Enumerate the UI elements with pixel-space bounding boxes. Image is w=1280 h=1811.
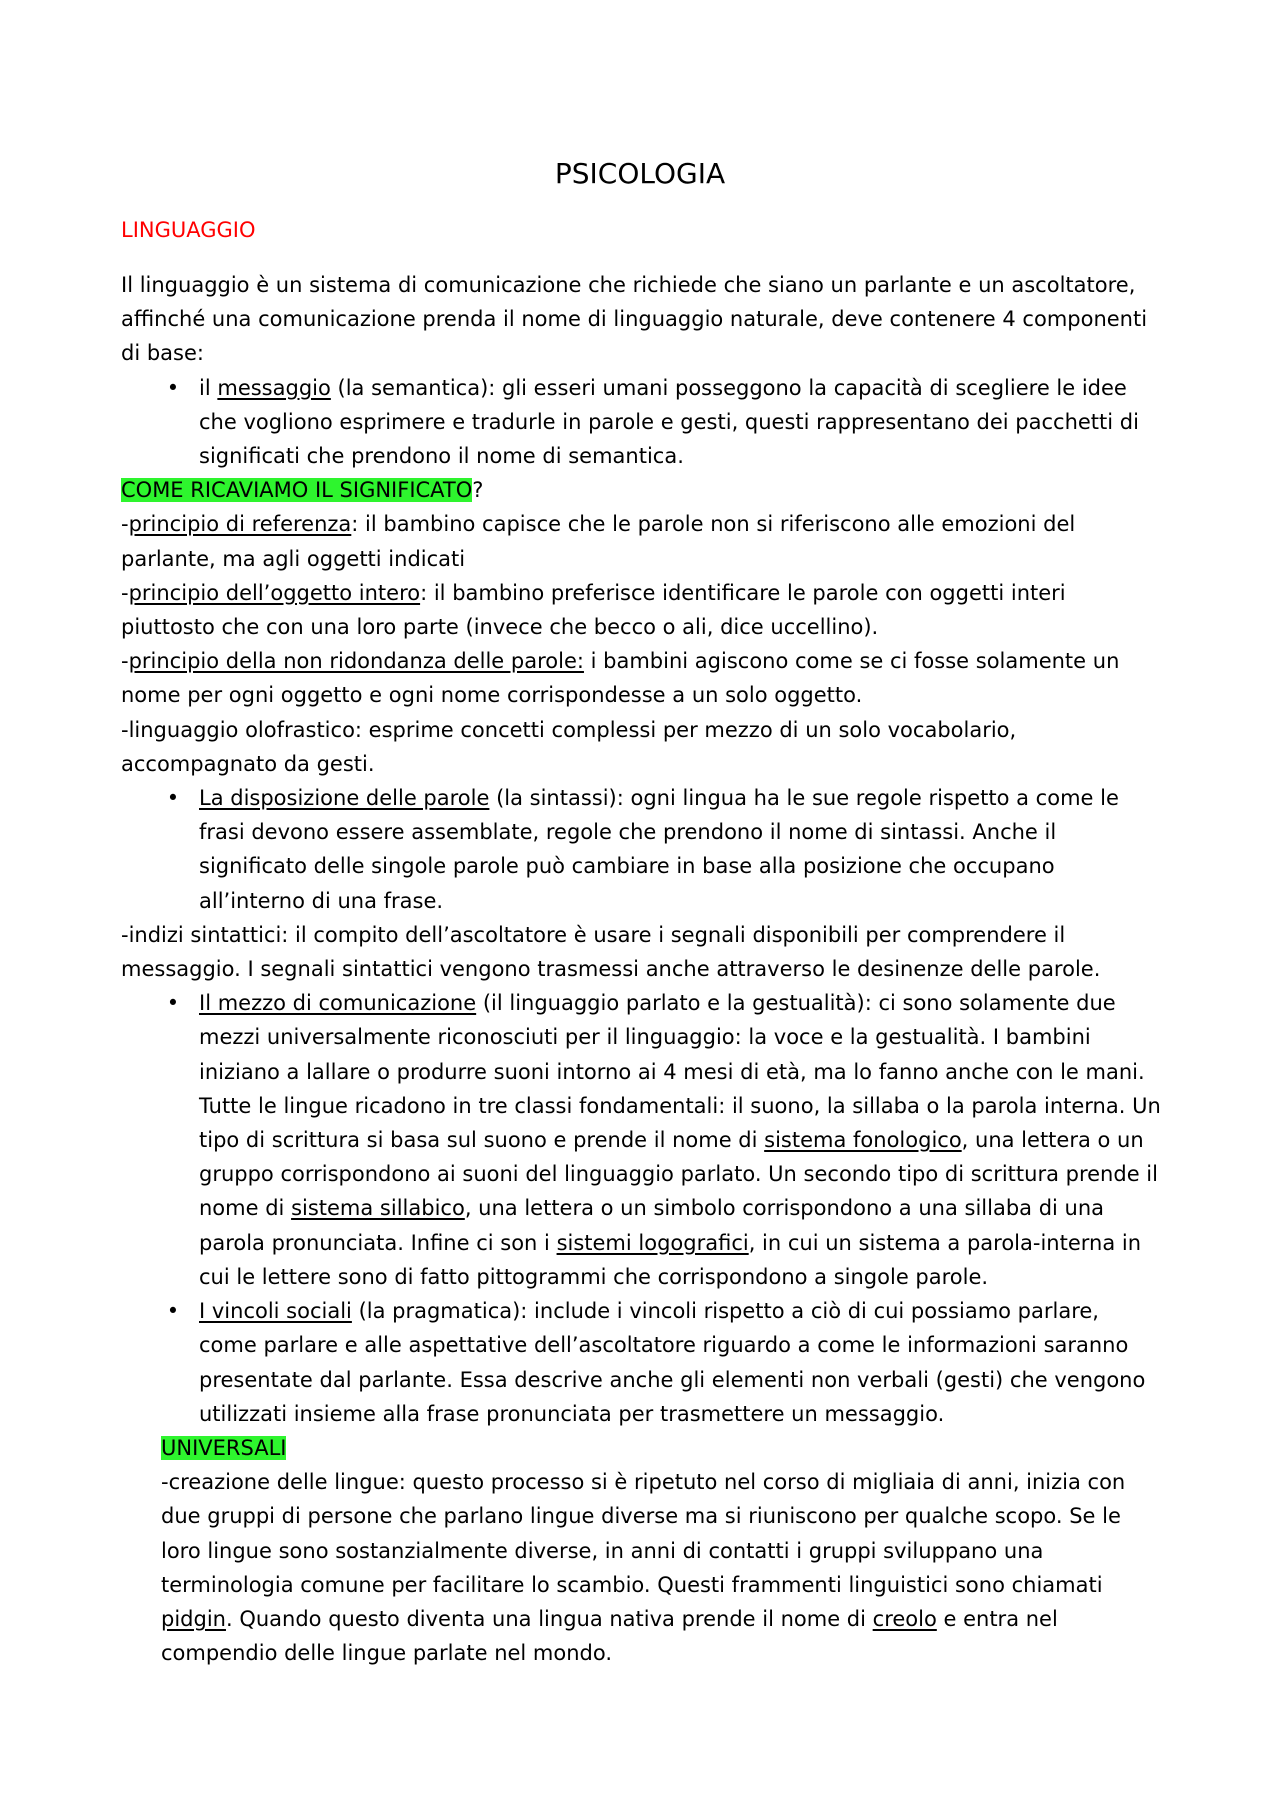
paragraph-oggetto-intero xyxy=(121,576,1161,644)
text-run: : il bambino preferisce identificare le parole con oggetti interi piuttosto che con una loro parte (invece che becco o ali, dice uccellino). xyxy=(121,580,1066,640)
document-title: PSICOLOGIA xyxy=(554,157,726,190)
underlined-term: messaggio xyxy=(217,375,331,400)
bullet-icon: • xyxy=(166,375,180,400)
bullet-item-sintassi xyxy=(121,781,1161,918)
highlighted-heading-universali xyxy=(121,1431,1161,1465)
bullet-list-3 xyxy=(121,986,1161,1431)
bullet-icon: • xyxy=(166,786,180,811)
text-run: (il linguaggio parlato e la gestualità): ci sono solamente due mezzi universalmente riconosciuti per il linguaggio: la voce e la gestualità. I bambini iniziano a lallare o produrre suoni intorno ai 4 mesi di età, ma lo fanno anche con le mani. Tutte le lingue ricadono in tre classi fondamentali: il suono, la sillaba o la parola interna. Un tipo di scrittura si basa sul suono e prende il nome di xyxy=(199,991,1161,1153)
document-body xyxy=(121,268,1161,1670)
underlined-term: principio della non ridondanza delle parole: xyxy=(128,649,584,674)
text-run: . Quando questo diventa una lingua nativa prende il nome di xyxy=(225,1606,873,1631)
text-run: (la pragmatica): include i vincoli rispetto a ciò di cui possiamo parlare, come parlare e alle aspettative dell’ascoltatore riguardo a come le informazioni saranno presentate dal parlante. Essa descrive anche gli elementi non verbali (gesti) che vengono utilizzati insieme alla frase pronunciata per trasmettere un messaggio. xyxy=(199,1299,1146,1426)
underlined-term: La disposizione delle parole xyxy=(199,786,490,811)
underlined-term: sistema fonologico xyxy=(764,1128,962,1153)
bullet-list-1 xyxy=(121,371,1161,474)
paragraph-indizi-sintattici: -indizi sintattici: il compito dell’ascoltatore è usare i segnali disponibili per comprendere il messaggio. I segnali sintattici vengono trasmessi anche attraverso le desinenze delle parole. xyxy=(121,922,1101,982)
bullet-item-mezzo xyxy=(121,986,1161,1294)
bullet-icon: • xyxy=(166,1299,180,1324)
underlined-term: Il mezzo di comunicazione xyxy=(199,991,477,1016)
underlined-term: principio dell’oggetto intero xyxy=(128,580,421,605)
text-run: : il bambino capisce che le parole non si riferiscono alle emozioni del parlante, ma agli oggetti indicati xyxy=(121,512,1076,571)
text-run: (la semantica): gli esseri umani posseggono la capacità di scegliere le idee che vogliono esprimere e tradurle in parole e gesti, questi rappresentano dei pacchetti di significati che prendono il nome di semantica. xyxy=(199,375,1139,469)
underlined-term: I vincoli sociali xyxy=(199,1299,352,1324)
text-run: , in cui un sistema a parola-interna in cui le lettere sono di fatto pittogrammi che corrispondono a singole parole. xyxy=(199,1230,1142,1289)
underlined-term: principio di referenza xyxy=(128,512,352,537)
underlined-term: creolo xyxy=(872,1606,937,1631)
text-run: il xyxy=(199,375,218,400)
paragraph-olofrastico: -linguaggio olofrastico: esprime concetti complessi per mezzo di un solo vocabolario, accompagnato da gesti. xyxy=(121,717,1017,776)
underlined-term: sistema sillabico xyxy=(291,1196,465,1221)
paragraph-creazione-lingue xyxy=(121,1465,1161,1670)
bullet-item-messaggio xyxy=(121,371,1161,474)
text-run: - xyxy=(121,580,129,605)
bullet-item-vincoli-sociali xyxy=(121,1294,1161,1431)
text-run: - xyxy=(121,512,129,537)
text-run: - xyxy=(121,649,129,674)
highlighted-heading-significato xyxy=(121,473,1161,507)
highlighted-text: COME RICAVIAMO IL SIGNIFICATO xyxy=(121,478,473,503)
underlined-term: pidgin xyxy=(161,1606,226,1631)
text-run: (la sintassi): ogni lingua ha le sue regole rispetto a come le frasi devono essere assemblate, regole che prendono il nome di sintassi. Anche il significato delle singole parole può cambiare in base alla posizione che occupano all’interno di una frase. xyxy=(199,786,1119,913)
text-run: e entra nel compendio delle lingue parlate nel mondo. xyxy=(161,1606,1058,1666)
bullet-list-2 xyxy=(121,781,1161,918)
bullet-icon: • xyxy=(166,991,180,1016)
text-run: i bambini agiscono come se ci fosse solamente un nome per ogni oggetto e ogni nome corrispondesse a un solo oggetto. xyxy=(121,649,1120,708)
text-run: ? xyxy=(472,478,484,503)
text-run: , una lettera o un simbolo corrispondono a una sillaba di una parola pronunciata. Infine ci son i xyxy=(199,1196,1105,1255)
highlighted-text: UNIVERSALI xyxy=(161,1435,287,1460)
section-heading-linguaggio: LINGUAGGIO xyxy=(121,218,256,242)
underlined-term: sistemi logografici xyxy=(556,1230,749,1255)
paragraph-referenza xyxy=(121,507,1161,575)
paragraph-non-ridondanza xyxy=(121,644,1161,712)
intro-paragraph: Il linguaggio è un sistema di comunicazione che richiede che siano un parlante e un ascoltatore, affinché una comunicazione prenda il nome di linguaggio naturale, deve contenere 4 componenti di base: xyxy=(121,273,1148,366)
text-run: , una lettera o un gruppo corrispondono ai suoni del linguaggio parlato. Un secondo tipo di scrittura prende il nome di xyxy=(199,1128,1158,1221)
text-run: -creazione delle lingue: questo processo si è ripetuto nel corso di migliaia di anni, inizia con due gruppi di persone che parlano lingue diverse ma si riuniscono per qualche scopo. Se le loro lingue sono sostanzialmente diverse, in anni di contatti i gruppi sviluppano una terminologia comune per facilitare lo scambio. Questi frammenti linguistici sono chiamati xyxy=(161,1470,1126,1597)
